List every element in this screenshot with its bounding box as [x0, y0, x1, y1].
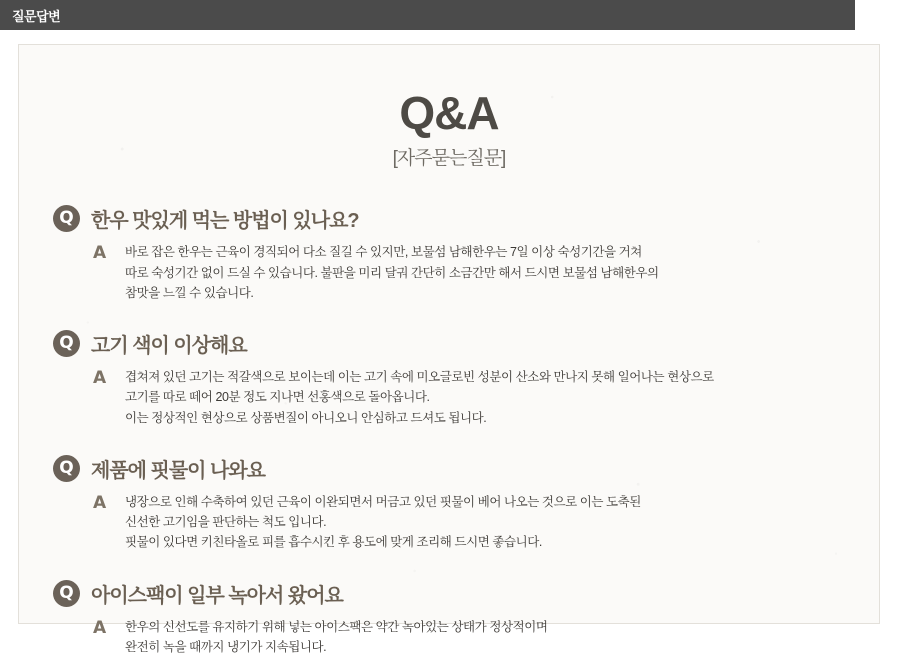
qa-item [53, 204, 845, 303]
page-subtitle: [자주묻는질문] [392, 148, 506, 170]
answer-line: 핏물이 있다면 키친타올로 피를 흡수시킨 후 용도에 맞게 조리해 드시면 좋습니다. [125, 535, 542, 550]
question-badge-icon: Q [53, 205, 80, 232]
answer-badge-icon: A [93, 617, 107, 638]
question-row [53, 454, 845, 483]
question-badge-icon: Q [53, 455, 80, 482]
question-row [53, 579, 845, 608]
question-text: 제품에 핏물이 나와요 [91, 459, 265, 482]
question-row [53, 204, 845, 233]
section-header-bar [0, 0, 855, 30]
question-text: 고기 색이 이상해요 [91, 335, 247, 358]
qa-panel [18, 44, 880, 654]
qa-item [53, 454, 845, 553]
answer-line: 완전히 녹을 때까지 냉기가 지속됩니다. [125, 639, 327, 654]
answer-line: 한우의 신선도를 유지하기 위해 넣는 아이스팩은 약간 녹아있는 상태가 정상적이며 [125, 619, 548, 634]
answer-line: 고기를 따로 떼어 20분 정도 지나면 선홍색으로 돌아옵니다. [125, 390, 430, 405]
answer-line: 바로 잡은 한우는 근육이 경직되어 다소 질길 수 있지만, 보물섬 남해한우는 7일 이상 숙성기간을 거쳐 [125, 245, 642, 260]
answer-line: 이는 정상적인 현상으로 상품변질이 아니오니 안심하고 드셔도 됩니다. [125, 410, 487, 425]
answer-text [125, 492, 641, 553]
answer-badge-icon: A [93, 368, 107, 389]
question-row [53, 329, 845, 358]
answer-badge-icon: A [93, 492, 107, 513]
qa-item [53, 329, 845, 428]
section-title: 질문답변 [12, 8, 61, 24]
qa-item [53, 579, 845, 658]
answer-row [53, 242, 845, 303]
qa-heading [19, 89, 879, 170]
answer-badge-icon: A [93, 243, 107, 264]
answer-line: 참맛을 느낄 수 있습니다. [125, 285, 254, 300]
question-badge-icon: Q [53, 330, 80, 357]
answer-row [53, 617, 845, 658]
answer-text [125, 617, 547, 658]
answer-line: 겹쳐져 있던 고기는 적갈색으로 보이는데 이는 고기 속에 미오글로빈 성분이 산소와 만나지 못해 일어나는 현상으로 [125, 370, 714, 385]
qa-list [19, 204, 879, 657]
question-badge-icon: Q [53, 580, 80, 607]
page-title: Q&A [399, 87, 499, 139]
answer-text [125, 367, 714, 428]
answer-row [53, 367, 845, 428]
question-text: 아이스팩이 일부 녹아서 왔어요 [91, 584, 343, 607]
answer-line: 냉장으로 인해 수축하여 있던 근육이 이완되면서 머금고 있던 핏물이 베어 나오는 것으로 이는 도축된 [125, 494, 641, 509]
answer-row [53, 492, 845, 553]
answer-text [125, 242, 659, 303]
answer-line: 따로 숙성기간 없이 드실 수 있습니다. 불판을 미리 달궈 간단히 소금간만 해서 드시면 보물섬 남해한우의 [125, 265, 659, 280]
question-text: 한우 맛있게 먹는 방법이 있나요? [91, 210, 359, 233]
answer-line: 신선한 고기임을 판단하는 척도 입니다. [125, 515, 327, 530]
